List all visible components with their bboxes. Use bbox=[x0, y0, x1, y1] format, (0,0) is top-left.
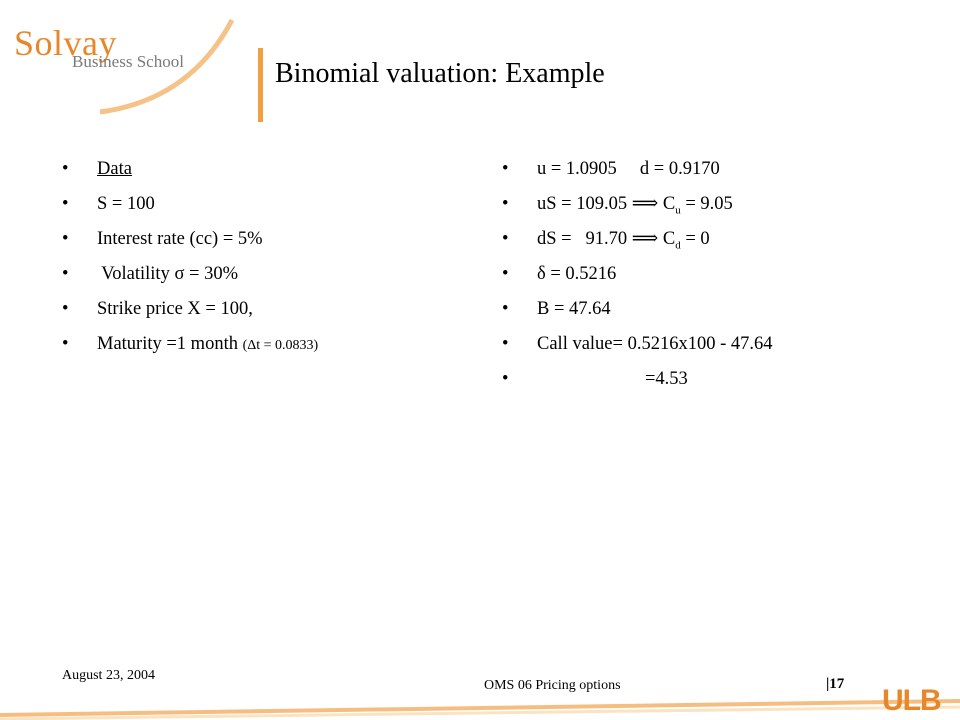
delta-value: δ = 0.5216 bbox=[537, 264, 617, 284]
volatility: Volatility σ = 30% bbox=[97, 264, 239, 284]
footer-course: OMS 06 Pricing options bbox=[484, 678, 621, 693]
maturity: Maturity =1 month bbox=[97, 334, 243, 354]
bullet: • bbox=[502, 299, 509, 319]
list-item bbox=[62, 158, 318, 193]
strike-price: Strike price X = 100, bbox=[97, 299, 253, 319]
bullet: • bbox=[502, 229, 509, 249]
bullet: • bbox=[502, 264, 509, 284]
down-subscript: d bbox=[675, 239, 681, 252]
bullet: • bbox=[62, 229, 69, 249]
list-item bbox=[62, 298, 318, 333]
footer-accent-stripe bbox=[0, 697, 960, 720]
solvay-logo bbox=[0, 0, 240, 120]
bullet: • bbox=[502, 369, 509, 389]
slide-title: Binomial valuation: Example bbox=[275, 58, 605, 89]
bullet: • bbox=[62, 299, 69, 319]
page-number: |17 bbox=[826, 676, 845, 692]
data-list bbox=[62, 158, 318, 368]
title-accent-bar bbox=[258, 48, 263, 122]
maturity-note: (Δt = 0.0833) bbox=[242, 338, 319, 353]
ulb-logo: ULB bbox=[882, 684, 941, 717]
list-item bbox=[62, 333, 318, 368]
footer-date: August 23, 2004 bbox=[62, 668, 155, 683]
list-item bbox=[502, 193, 773, 228]
list-item bbox=[502, 263, 773, 298]
call-value-result: =4.53 bbox=[645, 369, 688, 389]
interest-rate: Interest rate (cc) = 5% bbox=[97, 229, 263, 249]
list-item bbox=[502, 228, 773, 263]
up-down-factors: u = 1.0905 d = 0.9170 bbox=[537, 159, 720, 179]
bullet: • bbox=[62, 334, 69, 354]
down-state-price: dS = 91.70 ⟹ C bbox=[537, 229, 676, 249]
bullet: • bbox=[502, 334, 509, 354]
list-item bbox=[502, 298, 773, 333]
list-item bbox=[62, 228, 318, 263]
up-state-price: uS = 109.05 ⟹ C bbox=[537, 194, 676, 214]
down-call-value: = 0 bbox=[680, 229, 710, 249]
call-value-formula: Call value= 0.5216x100 - 47.64 bbox=[537, 334, 773, 354]
up-subscript: u bbox=[675, 204, 681, 217]
spot-price: S = 100 bbox=[97, 194, 155, 214]
list-item bbox=[502, 333, 773, 368]
bullet: • bbox=[62, 194, 69, 214]
list-item bbox=[502, 368, 773, 403]
list-item bbox=[502, 158, 773, 193]
list-item bbox=[62, 263, 318, 298]
bullet: • bbox=[62, 264, 69, 284]
calc-list bbox=[502, 158, 773, 403]
data-heading: Data bbox=[97, 159, 132, 179]
b-value: B = 47.64 bbox=[537, 299, 611, 319]
logo-wordmark: Solvay bbox=[14, 23, 118, 63]
bullet: • bbox=[502, 194, 509, 214]
logo-subtitle: Business School bbox=[72, 52, 184, 71]
list-item bbox=[62, 193, 318, 228]
up-call-value: = 9.05 bbox=[680, 194, 733, 214]
bullet: • bbox=[62, 159, 69, 179]
bullet: • bbox=[502, 159, 509, 179]
